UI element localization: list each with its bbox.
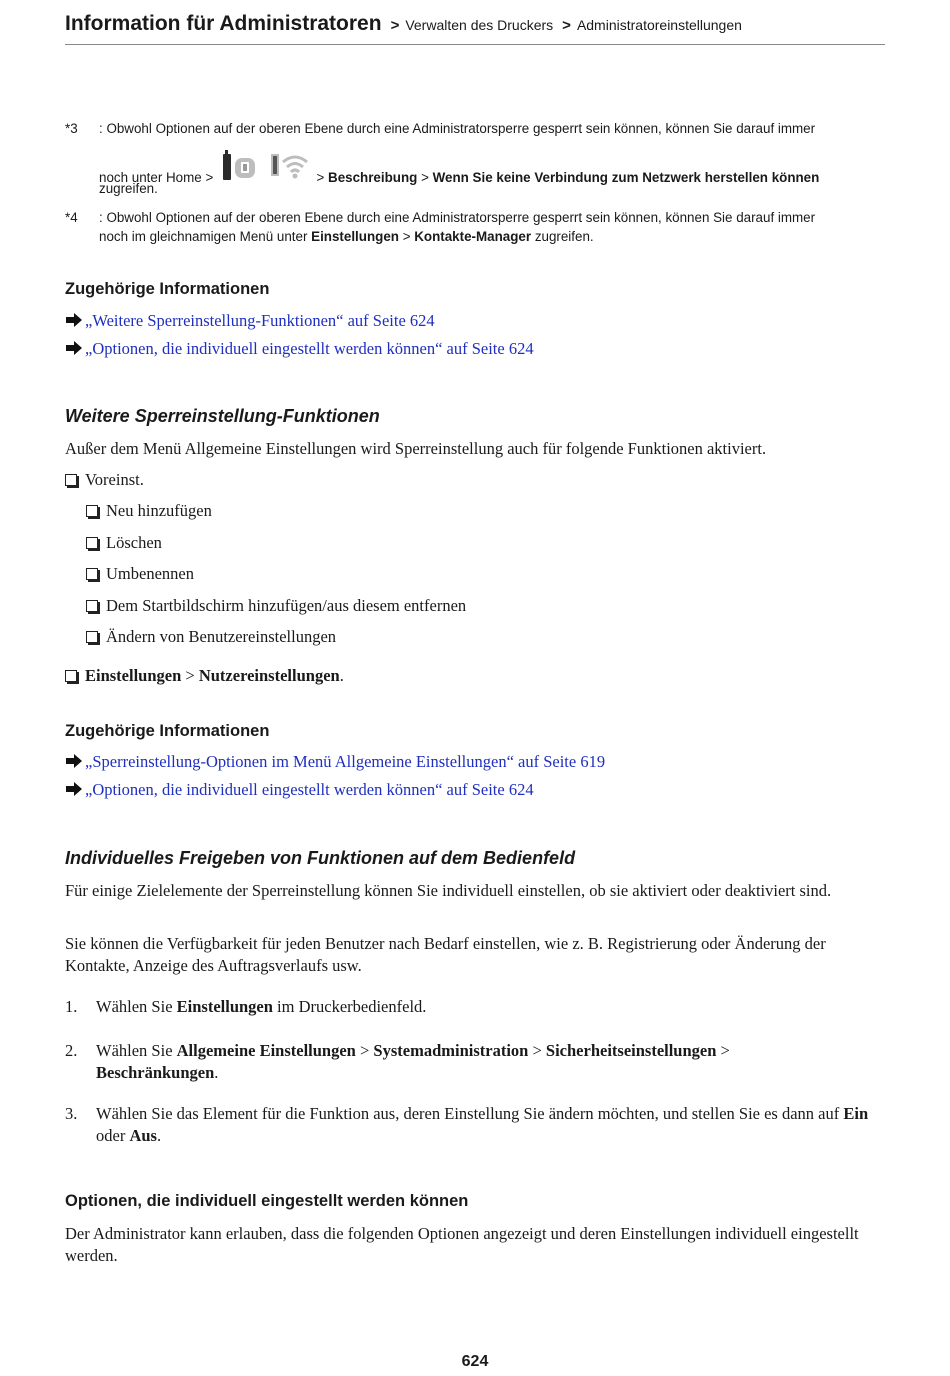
list-item-text: > — [185, 666, 195, 685]
sub-list-item — [86, 627, 336, 647]
related-link-text[interactable]: „Optionen, die individuell eingestellt werden können“ auf Seite 624 — [85, 339, 534, 358]
related-info-heading: Zugehörige Informationen — [65, 280, 270, 298]
footnote-text-segment: > — [421, 170, 429, 185]
menu-path-item: Beschreibung — [328, 170, 418, 185]
step-text-segment: im Druckerbedienfeld. — [277, 997, 427, 1016]
step-text-segment: Wählen Sie — [96, 1041, 173, 1060]
footnote-text-segment: noch unter Home > — [99, 170, 214, 185]
network-icon — [269, 150, 311, 186]
footnote-text-segment: noch im gleichnamigen Menü unter — [99, 229, 308, 244]
list-item-text: Ändern von Benutzereinstellungen — [106, 627, 337, 646]
paragraph: Für einige Zielelemente der Sperreinstellung können Sie individuell einstellen, ob sie aktiviert oder deaktiviert sind. — [65, 881, 832, 900]
breadcrumb-item: Administratoreinstellungen — [576, 17, 742, 33]
checkbox-bullet-icon — [65, 474, 77, 486]
checkbox-bullet-icon — [86, 631, 98, 643]
step-text-segment: . — [156, 1126, 162, 1145]
footnote-text-segment: > — [316, 170, 325, 185]
footnote-number: *3 — [65, 121, 78, 136]
related-link[interactable] — [65, 752, 605, 772]
step-number: 1. — [65, 997, 78, 1016]
footnote-line: : Obwohl Optionen auf der oberen Ebene durch eine Administratorsperre gesperrt sein können, können Sie darauf immer — [99, 121, 816, 136]
menu-path-item: Nutzereinstellungen — [198, 666, 340, 685]
footnote-4 — [65, 208, 885, 248]
breadcrumb-separator: > — [562, 17, 571, 34]
sub-list-item — [86, 596, 466, 616]
step-text-segment: Wählen Sie — [96, 997, 173, 1016]
list-item — [65, 666, 344, 686]
checkbox-bullet-icon — [86, 568, 98, 580]
breadcrumb-separator: > — [390, 17, 400, 34]
checkbox-bullet-icon — [65, 670, 77, 682]
footnote-number: *4 — [65, 210, 78, 225]
arrow-right-icon — [65, 781, 83, 795]
footnote-text-segment: zugreifen. — [534, 229, 594, 244]
footnote-line: : Obwohl Optionen auf der oberen Ebene durch eine Administratorsperre gesperrt sein können, können Sie darauf immer — [99, 210, 816, 225]
footnote-3 — [65, 119, 885, 199]
step-number: 2. — [65, 1041, 78, 1060]
header-title: Information für Administratoren — [65, 12, 382, 35]
footnote-text-segment: > — [402, 229, 411, 244]
step-number: 3. — [65, 1104, 78, 1123]
section-title: Weitere Sperreinstellung-Funktionen — [65, 406, 380, 426]
step-text-segment: oder — [96, 1126, 126, 1145]
home-icon — [219, 150, 261, 186]
list-item-text: Löschen — [106, 533, 162, 552]
checkbox-bullet-icon — [86, 537, 98, 549]
related-link-text[interactable]: „Optionen, die individuell eingestellt werden können“ auf Seite 624 — [85, 780, 534, 799]
step-text — [96, 1040, 886, 1084]
arrow-right-icon — [65, 340, 83, 354]
list-item-text: . — [339, 666, 344, 685]
arrow-right-icon — [65, 312, 83, 326]
menu-path-item: Sicherheitseinstellungen — [545, 1041, 717, 1060]
related-info-heading: Zugehörige Informationen — [65, 722, 270, 740]
footnote-text — [99, 208, 889, 246]
related-link[interactable] — [65, 311, 435, 331]
list-item-text: Voreinst. — [85, 470, 144, 489]
footnote-line — [99, 227, 889, 246]
related-link-text[interactable]: „Weitere Sperreinstellung-Funktionen“ auf Seite 624 — [85, 311, 435, 330]
sub-list-item — [86, 533, 162, 553]
footnote-line: zugreifen. — [99, 181, 158, 196]
menu-path-item: Allgemeine Einstellungen — [176, 1041, 356, 1060]
step-text — [96, 996, 886, 1018]
list-item-text: Umbenennen — [106, 564, 194, 583]
menu-path-item: Wenn Sie keine Verbindung zum Netzwerk herstellen können — [432, 170, 820, 185]
sub-list-item — [86, 501, 212, 521]
paragraph: Der Administrator kann erlauben, dass die folgenden Optionen angezeigt und deren Einstellungen individuell eingestellt werden. — [65, 1224, 859, 1265]
list-item-text: Neu hinzufügen — [106, 501, 212, 520]
menu-path-item: Aus — [129, 1126, 157, 1145]
menu-path-item: Einstellungen — [311, 229, 399, 244]
list-item — [65, 470, 144, 490]
footnote-line — [99, 150, 889, 187]
step-text-segment: > — [720, 1041, 730, 1060]
footnote-text — [99, 119, 889, 198]
page-header — [65, 12, 885, 45]
list-item-text: Dem Startbildschirm hinzufügen/aus diesem entfernen — [106, 596, 467, 615]
step-text-segment: > — [359, 1041, 370, 1060]
checkbox-bullet-icon — [86, 600, 98, 612]
menu-path-item: Kontakte-Manager — [414, 229, 532, 244]
paragraph: Außer dem Menü Allgemeine Einstellungen wird Sperreinstellung auch für folgende Funktionen aktiviert. — [65, 439, 767, 458]
paragraph: Sie können die Verfügbarkeit für jeden Benutzer nach Bedarf einstellen, wie z. B. Registrierung oder Änderung der Kontakte, Anzeige des Auftragsverlaufs usw. — [65, 934, 826, 975]
menu-path-item: Beschränkungen — [96, 1063, 215, 1082]
checkbox-bullet-icon — [86, 505, 98, 517]
menu-path-item: Systemadministration — [373, 1041, 529, 1060]
related-link[interactable] — [65, 780, 534, 800]
page-number: 624 — [461, 1353, 489, 1370]
step-text-segment: Wählen Sie das Element für die Funktion aus, deren Einstellung Sie ändern möchten, und stellen Sie es dann auf — [96, 1104, 840, 1123]
related-link[interactable] — [65, 339, 534, 359]
step-text-segment: . — [214, 1063, 219, 1082]
section-title: Individuelles Freigeben von Funktionen auf dem Bedienfeld — [65, 848, 576, 868]
arrow-right-icon — [65, 753, 83, 767]
sub-list-item — [86, 564, 194, 584]
section-title: Optionen, die individuell eingestellt werden können — [65, 1192, 469, 1210]
step-text — [96, 1103, 886, 1147]
breadcrumb-item: Verwalten des Druckers — [405, 17, 554, 33]
related-link-text[interactable]: „Sperreinstellung-Optionen im Menü Allgemeine Einstellungen“ auf Seite 619 — [85, 752, 606, 771]
menu-path-item: Ein — [843, 1104, 869, 1123]
menu-path-item: Einstellungen — [85, 666, 182, 685]
step-text-segment: > — [532, 1041, 542, 1060]
menu-path-item: Einstellungen — [176, 997, 273, 1016]
